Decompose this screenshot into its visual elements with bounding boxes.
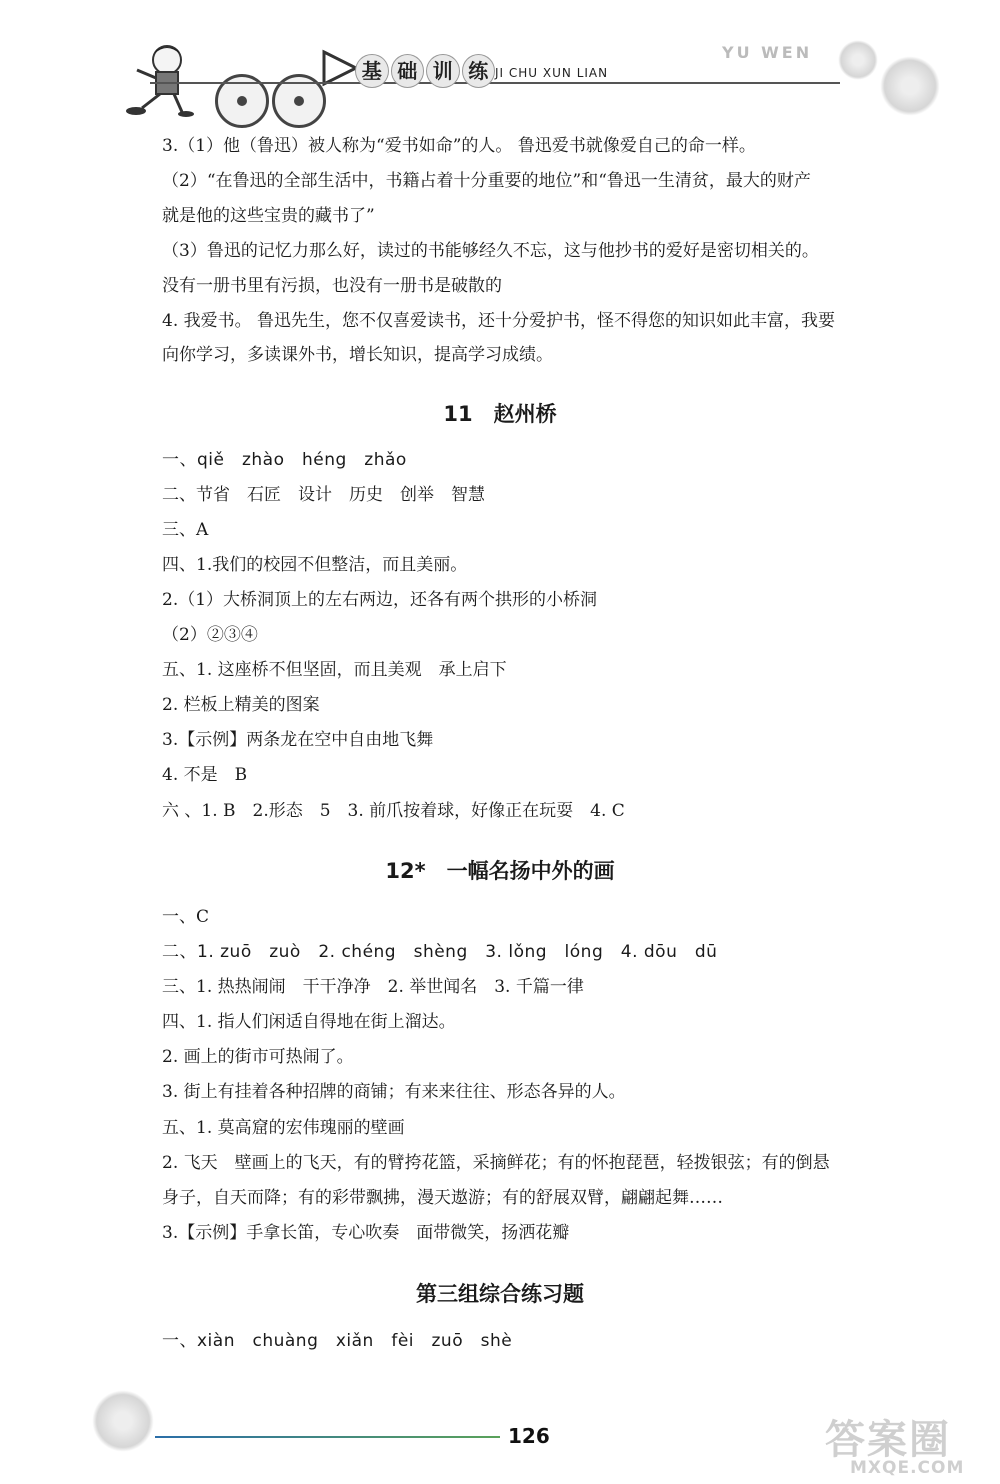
section-heading: 11 赵州桥 xyxy=(443,402,557,426)
answer-line: 2.（1）大桥洞顶上的左右两边，还各有两个拱形的小桥洞 xyxy=(162,590,598,610)
decorative-flower-icon xyxy=(880,56,940,116)
answer-line: 三、A xyxy=(162,520,209,540)
answer-line: 3.【示例】两条龙在空中自由地飞舞 xyxy=(162,730,434,750)
answer-line: （3）鲁迅的记忆力那么好，读过的书能够经久不忘，这与他抄书的爱好是密切相关的。 xyxy=(162,241,819,261)
answer-line: （2）“在鲁迅的全部生活中，书籍占着十分重要的地位”和“鲁迅一生清贫，最大的财产 xyxy=(162,171,811,191)
answer-line: 四、1.我们的校园不但整洁，而且美丽。 xyxy=(162,555,468,575)
header-title-char: 础 xyxy=(391,54,425,88)
answer-line: 3.（1）他（鲁迅）被人称为“爱书如命”的人。 鲁迅爱书就像爱自己的命一样。 xyxy=(162,136,756,156)
header-title-char: 基 xyxy=(355,54,389,88)
answer-line: 2. 栏板上精美的图案 xyxy=(162,695,320,715)
header-subject: YU WEN xyxy=(722,43,813,62)
answer-line: 五、1. 这座桥不但坚固，而且美观 承上启下 xyxy=(162,660,507,680)
answer-line: 4. 我爱书。 鲁迅先生，您不仅喜爱读书，还十分爱护书，怪不得您的知识如此丰富，我要 xyxy=(162,311,836,331)
answer-line: 4. 不是 B xyxy=(162,765,248,785)
answer-line: 没有一册书里有污损，也没有一册书是破散的 xyxy=(162,276,502,296)
answer-line: 五、1. 莫高窟的宏伟瑰丽的壁画 xyxy=(162,1118,405,1138)
header-pinyin: JI CHU XUN LIAN xyxy=(495,66,609,80)
header-title-char: 训 xyxy=(426,54,460,88)
footer-rule xyxy=(155,1436,500,1438)
answer-line: 2. 画上的街市可热闹了。 xyxy=(162,1047,354,1067)
watermark-text: 答案圈 xyxy=(825,1417,951,1463)
answer-line: 3. 街上有挂着各种招牌的商铺；有来来往往、形态各异的人。 xyxy=(162,1082,626,1102)
header-title xyxy=(355,48,495,94)
page-number: 126 xyxy=(508,1424,550,1448)
page-header-banner xyxy=(0,0,1000,130)
answer-line: 向你学习，多读课外书，增长知识，提高学习成绩。 xyxy=(162,345,553,365)
header-rule xyxy=(150,82,840,84)
answer-line: 一、xiàn chuàng xiǎn fèi zuō shè xyxy=(162,1331,513,1351)
answer-line: 一、C xyxy=(162,907,210,927)
answer-line: 3.【示例】手拿长笛，专心吹奏 面带微笑，扬洒花瓣 xyxy=(162,1223,570,1243)
answer-line: 一、qiě zhào héng zhǎo xyxy=(162,450,407,470)
watermark-url: MXQE.COM xyxy=(850,1458,965,1478)
decorative-flower-icon xyxy=(838,40,878,80)
answer-line: 三、1. 热热闹闹 干干净净 2. 举世闻名 3. 千篇一律 xyxy=(162,977,584,997)
answer-line: （2）②③④ xyxy=(162,625,258,645)
decorative-flower-icon xyxy=(92,1390,154,1452)
answer-line: 就是他的这些宝贵的藏书了” xyxy=(162,206,375,226)
answer-line: 2. 飞天 壁画上的飞天，有的臂挎花篮，采摘鲜花；有的怀抱琵琶，轻拨银弦；有的倒悬 xyxy=(162,1153,830,1173)
section-heading: 12* 一幅名扬中外的画 xyxy=(385,859,615,883)
cartoon-boy-illustration xyxy=(112,42,202,118)
header-title-char: 练 xyxy=(462,54,496,88)
watermark-logo xyxy=(815,1408,997,1480)
section-heading: 第三组综合练习题 xyxy=(416,1282,584,1306)
answer-line: 二、节省 石匠 设计 历史 创举 智慧 xyxy=(162,485,485,505)
answer-line: 四、1. 指人们闲适自得地在街上溜达。 xyxy=(162,1012,456,1032)
answer-line: 二、1. zuō zuò 2. chéng shèng 3. lǒng lóng 4. dōu dū xyxy=(162,942,718,962)
answer-line: 六 、1. B 2.形态 5 3. 前爪按着球，好像正在玩耍 4. C xyxy=(162,801,625,821)
answer-line: 身子，自天而降；有的彩带飘拂，漫天遨游；有的舒展双臂，翩翩起舞…… xyxy=(162,1188,723,1208)
